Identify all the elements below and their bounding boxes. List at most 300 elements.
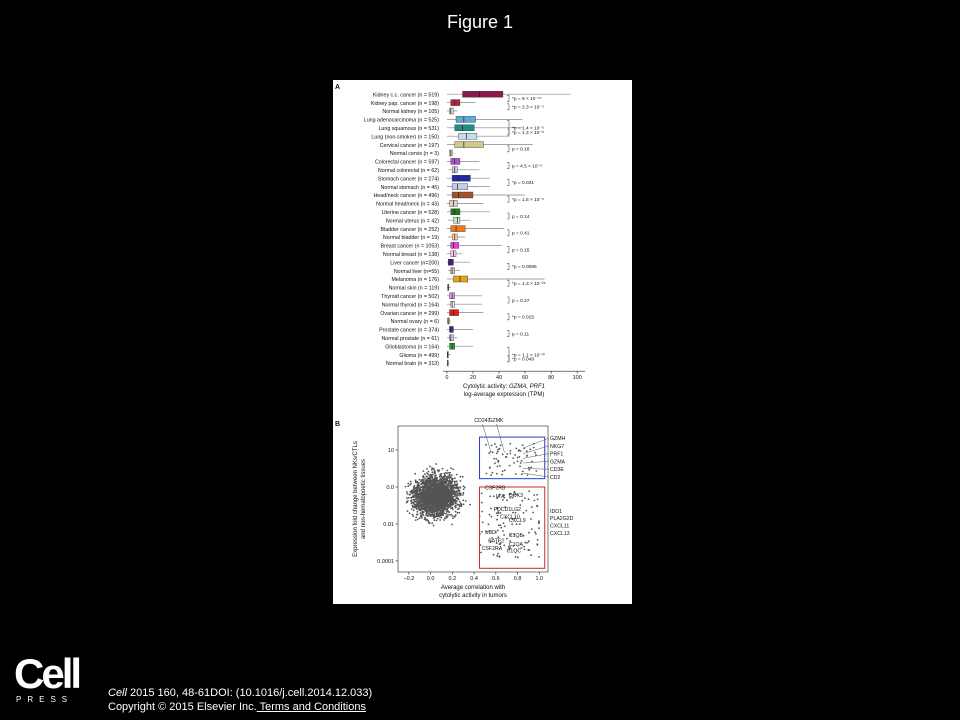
scatter-point <box>425 509 427 511</box>
scatter-point <box>434 479 436 481</box>
scatter-point <box>521 500 523 502</box>
scatter-point <box>424 497 426 499</box>
scatter-point <box>408 497 410 499</box>
p-value-label: *p = 1.3 × 10⁻⁸ <box>512 130 545 136</box>
scatter-point <box>447 476 449 478</box>
p-value-label: p = 4.5 × 10⁻⁸ <box>512 164 543 170</box>
scatter-point <box>435 475 437 477</box>
scatter-point <box>535 533 537 535</box>
p-value-label: *p = 9 × 10⁻⁴⁷ <box>512 97 542 103</box>
scatter-point <box>450 467 452 469</box>
scatter-point <box>430 502 432 504</box>
scatter-point <box>420 480 422 482</box>
scatter-point <box>458 507 460 509</box>
scatter-point <box>447 507 449 509</box>
scatter-point <box>538 527 540 529</box>
p-value-label: *p = 0.015 <box>512 315 535 321</box>
gene-label: PDCD1LG2 <box>493 506 522 513</box>
scatter-point <box>426 500 428 502</box>
scatter-point <box>448 480 450 482</box>
scatter-point <box>530 518 532 520</box>
scatter-point <box>442 481 444 483</box>
gene-label: CD2 <box>550 475 561 481</box>
scatter-point <box>500 444 502 446</box>
scatter-point <box>448 472 450 474</box>
scatter-point <box>415 487 417 489</box>
scatter-point <box>519 465 521 467</box>
scatter-point <box>428 515 430 517</box>
scatter-point <box>436 478 438 480</box>
p-value-bracket <box>507 163 509 169</box>
scatter-point <box>443 510 445 512</box>
scatter-point <box>447 511 449 513</box>
scatter-point <box>450 492 452 494</box>
scatter-point <box>493 554 495 556</box>
box-iqr <box>452 192 473 198</box>
box-row-label: Colorectal cancer (n = 597) <box>374 159 439 166</box>
scatter-point <box>518 450 520 452</box>
box-row-label: Cervical cancer (n = 197) <box>379 142 439 149</box>
panel-b-y-label-line2: and non-hematopoetic tissues <box>361 458 367 540</box>
scatter-point <box>459 501 461 503</box>
scatter-point <box>451 524 453 526</box>
scatter-point <box>419 517 421 519</box>
box-iqr <box>451 158 460 164</box>
scatter-point <box>528 540 530 542</box>
scatter-point <box>522 471 524 473</box>
scatter-point <box>425 491 427 493</box>
scatter-point <box>445 490 447 492</box>
scatter-point <box>446 483 448 485</box>
scatter-point <box>442 489 444 491</box>
scatter-point <box>441 480 443 482</box>
scatter-point <box>419 490 421 492</box>
p-value-bracket <box>507 331 509 337</box>
scatter-point <box>505 456 507 458</box>
scatter-point <box>445 472 447 474</box>
scatter-point <box>434 488 436 490</box>
panel-b-x-tick-label: 0.0 <box>426 576 435 582</box>
scatter-point <box>458 490 460 492</box>
scatter-point <box>423 495 425 497</box>
scatter-point <box>421 512 423 514</box>
gene-label: CXCL11 <box>550 523 570 530</box>
scatter-point <box>490 508 492 510</box>
scatter-point <box>482 522 484 524</box>
box-iqr <box>452 175 470 181</box>
box-row-label: Normal ovary (n = 6) <box>390 319 439 326</box>
copyright-line <box>108 700 372 714</box>
scatter-point <box>420 515 422 517</box>
scatter-point <box>495 458 497 460</box>
scatter-point <box>447 496 449 498</box>
box-row-label: Normal bladder (n = 19) <box>382 235 439 242</box>
scatter-point <box>464 487 466 489</box>
gene-leader-line <box>497 424 505 453</box>
box-row-label: Normal brain (n = 313) <box>385 361 439 368</box>
scatter-point <box>434 492 436 494</box>
scatter-point <box>418 487 420 489</box>
scatter-point <box>488 523 490 525</box>
scatter-point <box>415 491 417 493</box>
scatter-point <box>413 488 415 490</box>
box-row-label: Uterine cancer (n = 528) <box>381 210 439 216</box>
scatter-point <box>417 513 419 515</box>
p-value-label: p = 0.18 <box>512 147 530 153</box>
box-row-label: Normal uterus (n = 42) <box>385 218 439 225</box>
cell-press-logo <box>14 650 80 706</box>
scatter-point <box>433 485 435 487</box>
scatter-point <box>431 467 433 469</box>
scatter-point <box>442 505 444 507</box>
scatter-point <box>429 466 431 468</box>
p-value-bracket <box>507 213 509 219</box>
box-row-label: Liver cancer (n=200) <box>390 260 439 267</box>
citation-block <box>108 686 372 714</box>
gene-label: CSF2RA <box>481 545 503 552</box>
panel-a-x-label-line2: log-average expression (TPM) <box>463 392 545 399</box>
scatter-point <box>415 482 417 484</box>
scatter-point <box>441 494 443 496</box>
gene-label: NKG7 <box>550 443 565 450</box>
scatter-point <box>430 511 432 513</box>
scatter-point <box>492 472 494 474</box>
p-value-label: *p = 1.4 × 10⁻⁶ <box>512 126 544 132</box>
p-value-label: *p = 0.0085 <box>512 265 537 271</box>
p-value-label: *p = 1.8 × 10⁻⁵ <box>512 198 544 203</box>
scatter-point <box>416 511 418 513</box>
scatter-point <box>524 549 526 551</box>
scatter-point <box>525 510 527 512</box>
scatter-point <box>409 512 411 514</box>
scatter-point <box>533 494 535 496</box>
scatter-point <box>498 524 500 526</box>
scatter-point <box>490 474 492 476</box>
box-iqr <box>451 301 455 307</box>
scatter-point <box>497 451 499 453</box>
scatter-point <box>510 450 512 452</box>
scatter-point <box>480 552 482 554</box>
gene-label: C1QB <box>508 532 524 539</box>
scatter-point <box>435 502 437 504</box>
scatter-point <box>440 506 442 508</box>
scatter-point <box>452 515 454 517</box>
scatter-point <box>448 492 450 494</box>
scatter-point <box>437 518 439 520</box>
scatter-point <box>509 453 511 455</box>
scatter-point <box>489 514 491 516</box>
scatter-point <box>444 478 446 480</box>
scatter-point <box>432 471 434 473</box>
p-value-bracket <box>507 297 509 303</box>
scatter-point <box>494 462 496 464</box>
panel-b-x-tick-label: 0.2 <box>448 576 457 582</box>
p-value-bracket <box>507 356 509 362</box>
box-iqr <box>453 276 467 282</box>
scatter-point <box>407 500 409 502</box>
scatter-point <box>425 489 427 491</box>
scatter-point <box>444 475 446 477</box>
panel-b-y-tick-label: 0.01 <box>383 521 394 528</box>
scatter-point <box>457 492 459 494</box>
p-value-label: *p = 1.1 × 10⁻³⁷ <box>512 353 546 359</box>
box-row-label: Normal cervix (n = 3) <box>389 151 439 158</box>
scatter-point <box>432 503 434 505</box>
scatter-point <box>506 453 508 455</box>
scatter-point <box>453 488 455 490</box>
gene-label: C1QA <box>508 542 524 549</box>
gene-label: CXCL13 <box>550 530 570 537</box>
scatter-point <box>440 517 442 519</box>
scatter-point <box>415 499 417 501</box>
scatter-point <box>440 510 442 512</box>
terms-and-conditions-link[interactable]: Terms and Conditions <box>256 701 366 713</box>
scatter-point <box>462 499 464 501</box>
scatter-point <box>462 492 464 494</box>
scatter-point <box>444 503 446 505</box>
scatter-point <box>499 556 501 558</box>
scatter-point <box>418 509 420 511</box>
scatter-point <box>423 476 425 478</box>
scatter-point <box>428 513 430 515</box>
box-iqr <box>455 142 484 148</box>
scatter-point <box>455 511 457 513</box>
slide-title: Figure 1 <box>446 12 514 32</box>
box-row-label: Lung squamous (n = 531) <box>378 126 439 132</box>
gene-label: PLA2G2D <box>550 516 574 523</box>
scatter-point <box>420 493 422 495</box>
scatter-point <box>497 466 499 468</box>
scatter-point <box>456 486 458 488</box>
scatter-point <box>436 484 438 486</box>
scatter-point <box>428 503 430 505</box>
scatter-point <box>446 480 448 482</box>
scatter-point <box>452 501 454 503</box>
box-row-label: Melanoma (n = 176) <box>391 277 439 284</box>
scatter-point <box>439 508 441 510</box>
scatter-point <box>504 470 506 472</box>
scatter-point <box>440 483 442 485</box>
p-value-bracket <box>507 95 509 101</box>
scatter-point <box>443 509 445 511</box>
panel-a-x-label-genes: GZMA, PRF1 <box>509 384 546 391</box>
scatter-point <box>422 500 424 502</box>
box-iqr <box>450 335 454 341</box>
scatter-point <box>411 508 413 510</box>
p-value-label: p = 0.41 <box>512 231 530 237</box>
scatter-point <box>489 467 491 469</box>
scatter-point <box>435 505 437 507</box>
scatter-point <box>465 500 467 502</box>
scatter-point <box>443 493 445 495</box>
scatter-point <box>444 485 446 487</box>
scatter-point <box>441 487 443 489</box>
scatter-point <box>515 556 517 558</box>
scatter-point <box>430 506 432 508</box>
scatter-point <box>450 504 452 506</box>
scatter-point <box>490 516 492 518</box>
scatter-point <box>431 493 433 495</box>
scatter-point <box>420 483 422 485</box>
scatter-point <box>406 491 408 493</box>
scatter-point <box>520 462 522 464</box>
panel-a-x-tick-label: 100 <box>572 375 582 382</box>
scatter-point <box>452 517 454 519</box>
scatter-point <box>441 513 443 515</box>
scatter-point <box>412 493 414 495</box>
scatter-point <box>445 498 447 500</box>
scatter-point <box>535 470 537 472</box>
scatter-point <box>494 443 496 445</box>
scatter-point <box>536 494 538 496</box>
scatter-point <box>452 478 454 480</box>
scatter-point <box>523 546 525 548</box>
scatter-point <box>405 486 407 488</box>
gene-label: IDO1 <box>550 508 563 515</box>
scatter-point <box>437 469 439 471</box>
scatter-point <box>490 451 492 453</box>
box-iqr <box>450 326 454 332</box>
scatter-point <box>499 465 501 467</box>
gene-label: PRF1 <box>550 451 564 458</box>
scatter-points <box>405 443 540 558</box>
scatter-point <box>438 482 440 484</box>
box-row-label: Prostate cancer (n = 374) <box>379 327 439 334</box>
scatter-point <box>426 468 428 470</box>
scatter-point <box>528 549 530 551</box>
scatter-point <box>441 501 443 503</box>
scatter-point <box>407 485 409 487</box>
scatter-point <box>442 483 444 485</box>
scatter-point <box>415 516 417 518</box>
scatter-point <box>439 484 441 486</box>
scatter-point <box>457 496 459 498</box>
scatter-point <box>452 469 454 471</box>
scatter-point <box>528 467 530 469</box>
scatter-point <box>444 499 446 501</box>
panel-b-label: B <box>335 421 341 428</box>
scatter-point <box>538 556 540 558</box>
scatter-point <box>431 469 433 471</box>
scatter-point <box>458 499 460 501</box>
p-value-bracket <box>507 314 509 320</box>
scatter-point <box>537 539 539 541</box>
scatter-point <box>432 482 434 484</box>
scatter-point <box>521 473 523 475</box>
p-value-label: p = 0.14 <box>512 214 530 220</box>
scatter-point <box>445 493 447 495</box>
panel-b-y-tick-label: 0.0001 <box>377 558 394 565</box>
scatter-point <box>422 489 424 491</box>
scatter-point <box>424 473 426 475</box>
logo-wordmark: Cell <box>14 650 80 697</box>
scatter-point <box>442 498 444 500</box>
scatter-point <box>509 443 511 445</box>
box-row-label: Lung (non-smoker) (n = 150) <box>371 134 439 141</box>
scatter-point <box>434 519 436 521</box>
panel-b-y-tick-label: 10 <box>387 448 394 455</box>
scatter-point <box>496 473 498 475</box>
scatter-point <box>439 516 441 518</box>
scatter-point <box>425 486 427 488</box>
scatter-point <box>444 507 446 509</box>
scatter-point <box>526 455 528 457</box>
scatter-point <box>411 490 413 492</box>
scatter-point <box>456 481 458 483</box>
scatter-point <box>433 516 435 518</box>
scatter-point <box>450 514 452 516</box>
scatter-point <box>433 525 435 527</box>
panel-b-x-tick-label: 0.6 <box>491 576 500 582</box>
scatter-point <box>496 555 498 557</box>
scatter-point <box>412 506 414 508</box>
scatter-point <box>449 474 451 476</box>
box-iqr <box>456 116 476 122</box>
scatter-point <box>447 485 449 487</box>
scatter-point <box>437 503 439 505</box>
scatter-point <box>524 497 526 499</box>
scatter-point <box>527 474 529 476</box>
scatter-point <box>426 476 428 478</box>
scatter-point <box>422 491 424 493</box>
scatter-point <box>443 473 445 475</box>
scatter-point <box>431 498 433 500</box>
scatter-point <box>445 488 447 490</box>
scatter-point <box>446 503 448 505</box>
scatter-point <box>441 476 443 478</box>
p-value-bracket <box>507 247 509 253</box>
scatter-point <box>435 463 437 465</box>
box-iqr <box>455 125 475 131</box>
gene-label: GZMH <box>550 436 566 442</box>
box-row-label: Kidney c.c. cancer (n = 519) <box>372 92 439 99</box>
box-row-label: Normal head/neck (n = 43) <box>376 201 439 208</box>
citation-line <box>108 686 372 700</box>
scatter-point <box>460 476 462 478</box>
scatter-point <box>415 507 417 509</box>
panel-b-x-label-line1: Average correlation with <box>440 585 506 591</box>
scatter-point <box>501 474 503 476</box>
scatter-point <box>428 486 430 488</box>
scatter-point <box>407 510 409 512</box>
panel-a-x-tick-label: 40 <box>495 375 503 382</box>
scatter-point <box>518 456 520 458</box>
figure-svg <box>333 80 632 604</box>
box-row-label: Bladder cancer (n = 252) <box>380 226 439 233</box>
scatter-point <box>526 542 528 544</box>
scatter-point <box>517 457 519 459</box>
scatter-point <box>420 502 422 504</box>
box-iqr <box>452 184 468 190</box>
scatter-point <box>420 508 422 510</box>
scatter-point <box>451 507 453 509</box>
gene-label: GZMK <box>488 418 504 424</box>
box-iqr <box>451 209 460 215</box>
scatter-point <box>423 509 425 511</box>
p-value-label: p = 0.11 <box>512 332 530 338</box>
gene-label: CD3E <box>550 467 564 474</box>
scatter-point <box>497 515 499 517</box>
scatter-point <box>446 470 448 472</box>
scatter-point <box>502 454 504 456</box>
scatter-point <box>428 510 430 512</box>
scatter-point <box>424 518 426 520</box>
scatter-point <box>420 486 422 488</box>
scatter-point <box>446 489 448 491</box>
scatter-point <box>446 516 448 518</box>
scatter-point <box>503 522 505 524</box>
panel-a-x-tick-label: 60 <box>522 375 529 382</box>
